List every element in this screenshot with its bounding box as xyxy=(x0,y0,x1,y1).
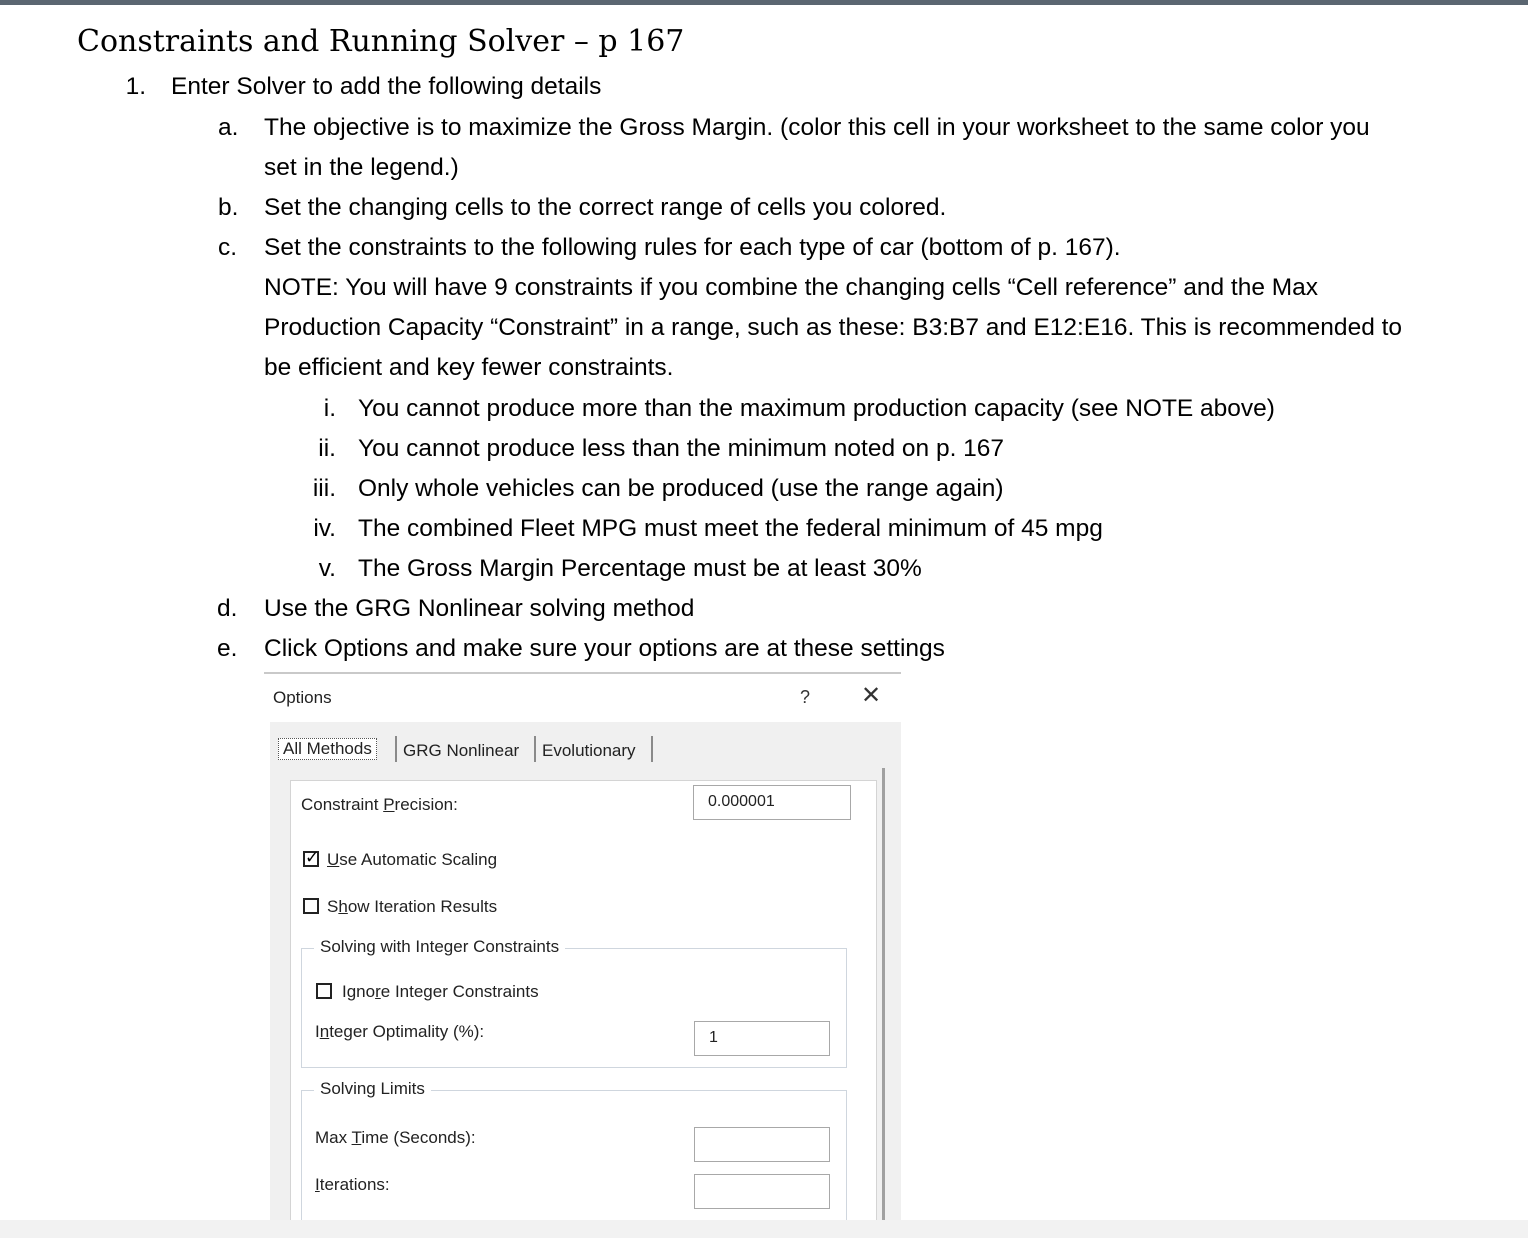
close-icon[interactable]: ✕ xyxy=(861,682,882,709)
constraint-precision-label: Constraint Precision: xyxy=(301,795,458,814)
panel-shadow xyxy=(882,768,885,1220)
rule-marker: iv. xyxy=(313,515,336,542)
max-time-label: Max Time (Seconds): xyxy=(315,1128,476,1147)
rule-text: Only whole vehicles can be produced (use the range again) xyxy=(358,475,1004,502)
tab-evolutionary[interactable]: Evolutionary xyxy=(542,741,636,760)
help-button[interactable]: ? xyxy=(800,687,811,707)
item-c-marker: c. xyxy=(218,234,238,261)
integer-optimality-label: Integer Optimality (%): xyxy=(315,1022,485,1041)
note-line-2: Production Capacity “Constraint” in a range, such as these: B3:B7 and E12:E16. This is recommended to xyxy=(264,314,1403,341)
item-b-marker: b. xyxy=(218,194,239,221)
dialog-body xyxy=(270,722,901,1220)
item-a-marker: a. xyxy=(218,114,239,141)
item-a-line-2: set in the legend.) xyxy=(264,154,459,181)
constraint-precision-input[interactable]: 0.000001 xyxy=(693,785,851,820)
item-d-marker: d. xyxy=(217,595,238,622)
rule-marker: v. xyxy=(318,555,336,582)
ignore-integer-constraints-checkbox[interactable] xyxy=(316,983,332,999)
tab-grg-nonlinear[interactable]: GRG Nonlinear xyxy=(403,741,520,760)
iterations-input[interactable] xyxy=(694,1174,830,1209)
solving-limits-group-title: Solving Limits xyxy=(314,1079,431,1099)
ignore-integer-constraints-label: Ignore Integer Constraints xyxy=(342,982,539,1001)
options-panel xyxy=(290,780,877,1220)
tab-all-methods[interactable]: All Methods xyxy=(278,738,377,760)
tab-separator xyxy=(395,736,397,762)
rule-text: You cannot produce less than the minimum noted on p. 167 xyxy=(358,435,1005,462)
rule-marker: i. xyxy=(323,395,336,422)
tab-separator xyxy=(651,736,653,762)
rule-marker: ii. xyxy=(318,435,336,462)
dialog-title: Options xyxy=(273,688,332,707)
window-top-border xyxy=(0,0,1528,5)
use-automatic-scaling-label: Use Automatic Scaling xyxy=(327,850,498,869)
step-1-text: Enter Solver to add the following details xyxy=(171,73,602,100)
max-time-input[interactable] xyxy=(694,1127,830,1162)
solving-limits-group xyxy=(301,1079,847,1220)
item-a-line-1: The objective is to maximize the Gross Margin. (color this cell in your worksheet to the same color you xyxy=(264,114,1370,141)
show-iteration-results-label: Show Iteration Results xyxy=(327,897,498,916)
rule-marker: iii. xyxy=(312,475,336,502)
page-title: Constraints and Running Solver – p 167 xyxy=(77,24,685,59)
note-line-3: be efficient and key fewer constraints. xyxy=(264,354,674,381)
rule-text: The Gross Margin Percentage must be at least 30% xyxy=(358,555,922,582)
window-bottom-bar xyxy=(0,1220,1528,1238)
tab-separator xyxy=(534,736,536,762)
item-c-text: Set the constraints to the following rules for each type of car (bottom of p. 167). xyxy=(264,234,1121,261)
rule-text: The combined Fleet MPG must meet the federal minimum of 45 mpg xyxy=(358,515,1103,542)
dialog-top-edge xyxy=(264,672,901,674)
integer-constraints-group-title: Solving with Integer Constraints xyxy=(314,937,565,957)
checkmark-icon: ✓ xyxy=(305,848,320,867)
step-1-marker: 1. xyxy=(125,73,146,100)
integer-constraints-group xyxy=(301,937,847,1068)
item-d-text: Use the GRG Nonlinear solving method xyxy=(264,595,695,622)
item-e-marker: e. xyxy=(217,635,238,662)
item-e-text: Click Options and make sure your options are at these settings xyxy=(264,635,945,662)
options-dialog xyxy=(264,672,901,1220)
use-automatic-scaling-checkbox[interactable] xyxy=(303,848,320,867)
rule-text: You cannot produce more than the maximum production capacity (see NOTE above) xyxy=(358,395,1275,422)
note-line-1: NOTE: You will have 9 constraints if you combine the changing cells “Cell reference” and the Max xyxy=(264,274,1319,301)
integer-optimality-input[interactable]: 1 xyxy=(694,1021,830,1056)
iterations-label: Iterations: xyxy=(315,1175,390,1194)
show-iteration-results-checkbox[interactable] xyxy=(303,898,319,914)
item-b-text: Set the changing cells to the correct range of cells you colored. xyxy=(264,194,947,221)
